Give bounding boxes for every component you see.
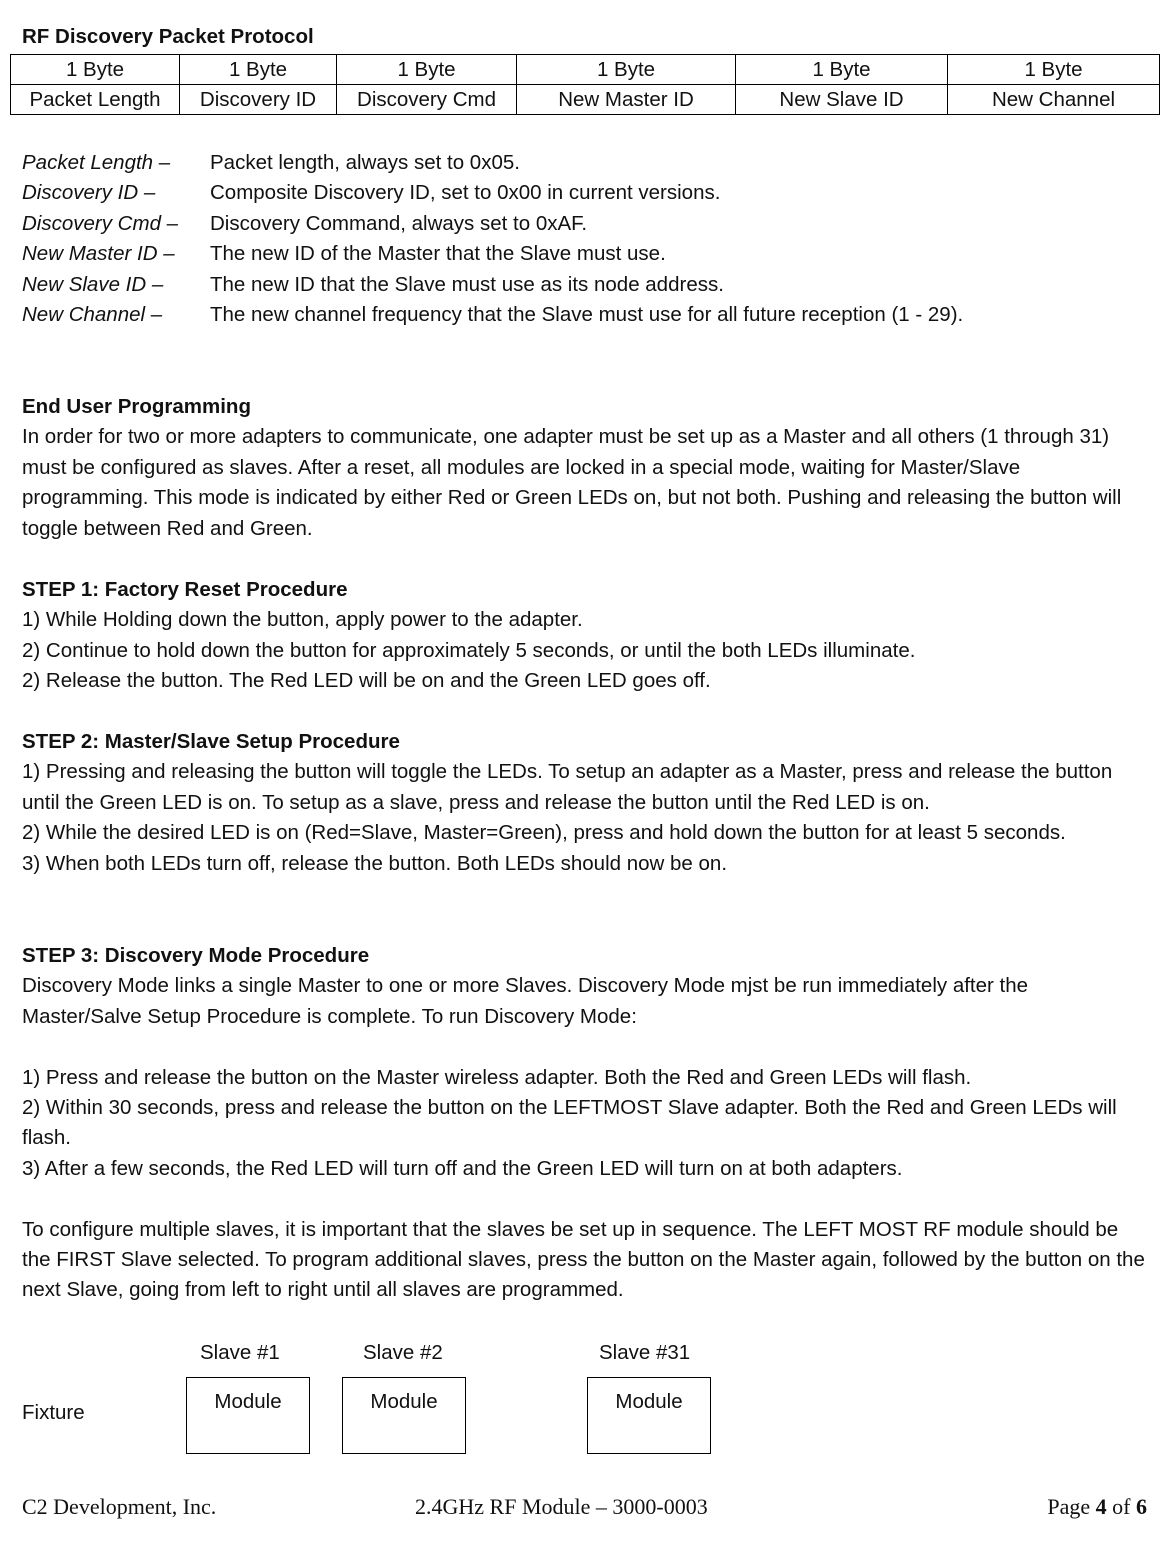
definition-row	[22, 300, 963, 330]
definition-row	[22, 209, 963, 239]
definition-term: New Slave ID –	[22, 272, 164, 296]
step1-line: 2) Continue to hold down the button for approximately 5 seconds, or until the both LEDs illuminate.	[22, 638, 916, 662]
end-user-body: In order for two or more adapters to communicate, one adapter must be set up as a Master and all others (1 through 31) must be configured as slaves. After a reset, all modules are locked in a special mode, waiting for Master/Slave programming. This mode is indicated by either Red or Green LEDs on, but not both. Pushing and releasing the button will toggle between Red and Green.	[22, 425, 1122, 540]
table-cell: New Master ID	[517, 85, 736, 115]
definition-desc: Discovery Command, always set to 0xAF.	[210, 211, 588, 235]
step2-line: 3) When both LEDs turn off, release the button. Both LEDs should now be on.	[22, 851, 728, 875]
table-cell: 1 Byte	[11, 55, 180, 85]
table-cell: Discovery Cmd	[337, 85, 517, 115]
step1-line: 2) Release the button. The Red LED will be on and the Green LED goes off.	[22, 669, 711, 693]
definition-term: New Master ID –	[22, 242, 175, 266]
end-user-heading: End User Programming	[22, 395, 251, 418]
footer-product: 2.4GHz RF Module – 3000-0003	[415, 1494, 708, 1519]
table-cell: New Slave ID	[736, 85, 948, 115]
module-box-slave-2	[342, 1377, 466, 1454]
table-cell: 1 Byte	[337, 55, 517, 85]
table-cell: 1 Byte	[948, 55, 1160, 85]
step1-section	[22, 575, 1152, 697]
fixture-label: Fixture	[22, 1401, 85, 1424]
definition-term: New Channel –	[22, 302, 163, 326]
definition-desc: The new ID of the Master that the Slave must use.	[210, 242, 666, 266]
slave-1-label: Slave #1	[200, 1341, 280, 1364]
page-current: 4	[1095, 1494, 1107, 1519]
footer-company: C2 Development, Inc.	[22, 1494, 217, 1519]
module-label: Module	[214, 1390, 282, 1413]
page-total: 6	[1136, 1494, 1147, 1519]
definition-desc: Packet length, always set to 0x05.	[210, 151, 520, 174]
table-cell: Packet Length	[11, 85, 180, 115]
step3-line: 3) After a few seconds, the Red LED will turn off and the Green LED will turn on at both adapters.	[22, 1156, 903, 1180]
table-cell: New Channel	[948, 85, 1160, 115]
table-cell: 1 Byte	[180, 55, 337, 85]
step2-line: 2) While the desired LED is on (Red=Slave, Master=Green), press and hold down the button for at least 5 seconds.	[22, 821, 1066, 845]
definition-desc: Composite Discovery ID, set to 0x00 in current versions.	[210, 181, 721, 205]
definition-term: Packet Length –	[22, 151, 171, 174]
table-cell: 1 Byte	[736, 55, 948, 85]
step2-line: 1) Pressing and releasing the button will toggle the LEDs. To setup an adapter as a Master, press and release the button until the Green LED is on. To setup as a slave, press and release the button until the Red LED is on.	[22, 760, 1113, 814]
definition-row	[22, 270, 963, 300]
page-of: of	[1112, 1494, 1131, 1519]
slave-31-label: Slave #31	[599, 1341, 691, 1364]
module-box-slave-31	[587, 1377, 711, 1454]
definition-row	[22, 239, 963, 269]
step3-section	[22, 941, 1152, 1306]
end-user-section	[22, 392, 1152, 544]
step1-line: 1) While Holding down the button, apply power to the adapter.	[22, 608, 583, 632]
step2-section	[22, 727, 1152, 879]
module-box-slave-1	[186, 1377, 310, 1454]
step1-heading: STEP 1: Factory Reset Procedure	[22, 578, 348, 601]
packet-protocol-table	[10, 54, 1160, 115]
definition-desc: The new ID that the Slave must use as its node address.	[210, 272, 724, 296]
definition-desc: The new channel frequency that the Slave must use for all future reception (1 - 29).	[210, 302, 964, 326]
field-definitions	[22, 148, 963, 330]
footer-page-number	[1047, 1492, 1147, 1522]
slave-2-label: Slave #2	[363, 1341, 443, 1364]
module-label: Module	[370, 1390, 438, 1413]
step2-heading: STEP 2: Master/Slave Setup Procedure	[22, 730, 400, 753]
table-row-fields	[11, 85, 1160, 115]
table-cell: 1 Byte	[517, 55, 736, 85]
table-cell: Discovery ID	[180, 85, 337, 115]
table-row-sizes	[11, 55, 1160, 85]
step3-heading: STEP 3: Discovery Mode Procedure	[22, 944, 370, 967]
step3-intro: Discovery Mode links a single Master to one or more Slaves. Discovery Mode mjst be run immediately after the Master/Salve Setup Procedure is complete. To run Discovery Mode:	[22, 974, 1029, 1028]
definition-term: Discovery ID –	[22, 181, 156, 205]
section-title-rf-discovery: RF Discovery Packet Protocol	[22, 25, 314, 48]
step3-closing: To configure multiple slaves, it is important that the slaves be set up in sequence. The LEFT MOST RF module should be the FIRST Slave selected. To program additional slaves, press the button on the Master again, followed by the button on the next Slave, going from left to right until all slaves are programmed.	[22, 1217, 1145, 1302]
step3-line: 1) Press and release the button on the Master wireless adapter. Both the Red and Green LEDs will flash.	[22, 1065, 972, 1089]
step3-line: 2) Within 30 seconds, press and release the button on the LEFTMOST Slave adapter. Both the Red and Green LEDs will flash.	[22, 1096, 1117, 1150]
definition-row	[22, 178, 963, 208]
definition-term: Discovery Cmd –	[22, 211, 179, 235]
definition-row	[22, 148, 963, 178]
page-prefix: Page	[1047, 1494, 1091, 1519]
module-label: Module	[615, 1390, 683, 1413]
